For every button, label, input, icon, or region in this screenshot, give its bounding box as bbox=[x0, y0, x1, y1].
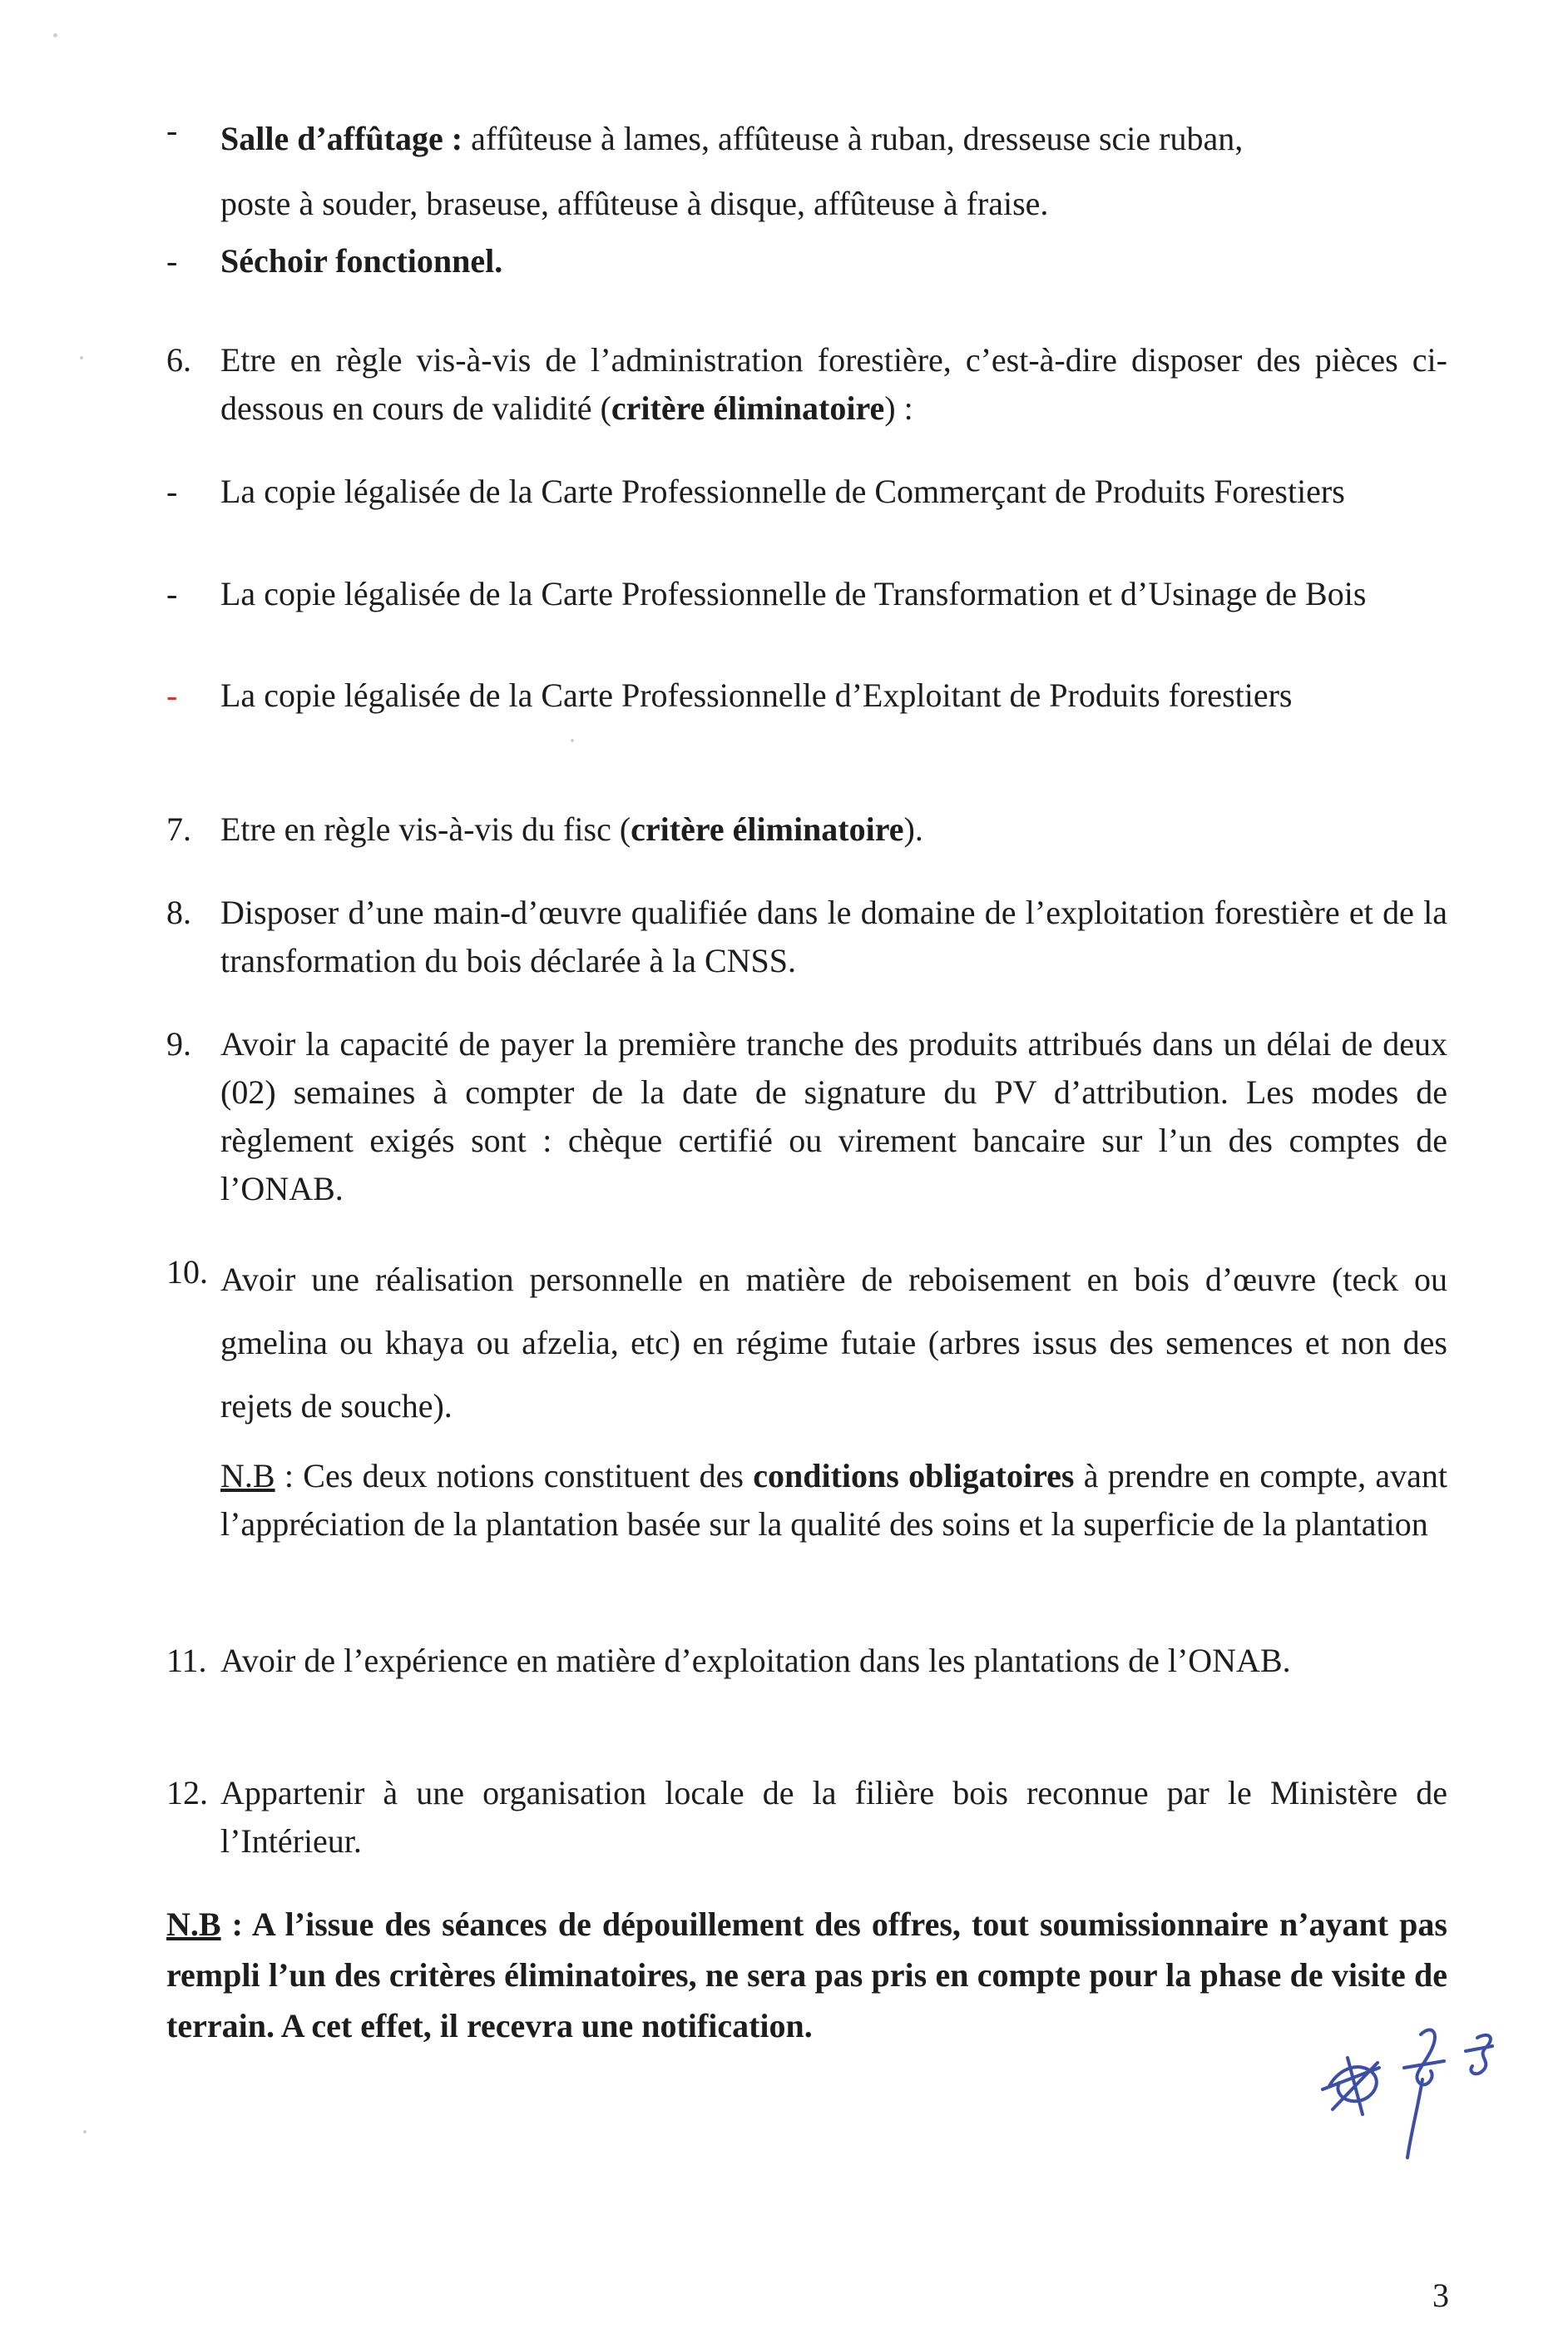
bullet-carte-transformation bbox=[166, 570, 1447, 618]
note-text-after: à prendre en compte, avant l’appréciation de la plantation basée sur la qualité des soins et la superficie de la plantation bbox=[220, 1457, 1447, 1543]
bullet-carte-commercant bbox=[166, 468, 1447, 516]
bullet-bold-lead: Séchoir fonctionnel. bbox=[220, 242, 503, 280]
scan-speck bbox=[571, 739, 574, 742]
item-text-before: Etre en règle vis-à-vis du fisc ( bbox=[220, 810, 631, 848]
item-text: Avoir la capacité de payer la première tranche des produits attribués dans un délai de deux (02) semaines à compter de la date de signature du PV d’attribution. Les modes de règlement exigés sont : chèque certifié ou virement bancaire sur l’un des comptes de l’ONAB. bbox=[220, 1025, 1447, 1207]
bullet-carte-exploitant bbox=[166, 671, 1447, 720]
final-note-label: N.B bbox=[166, 1905, 221, 1943]
bullet-marker-red: - bbox=[166, 676, 178, 714]
note-bold: conditions obligatoires bbox=[753, 1457, 1075, 1494]
list-item-12 bbox=[166, 1769, 1447, 1866]
item-text-bold: critère éliminatoire bbox=[631, 810, 904, 848]
bullet-text: La copie légalisée de la Carte Professionnelle de Commerçant de Produits Forestiers bbox=[220, 473, 1345, 510]
item-text-bold: critère éliminatoire bbox=[611, 389, 885, 427]
final-note bbox=[166, 1899, 1447, 2051]
scan-speck bbox=[80, 356, 83, 359]
bullet-marker: - bbox=[166, 473, 178, 510]
list-item-10 bbox=[166, 1248, 1447, 1438]
item-10-note bbox=[220, 1452, 1447, 1549]
item-text-after: ) : bbox=[884, 389, 913, 427]
list-item-11 bbox=[166, 1637, 1447, 1685]
item-text: Disposer d’une main-d’œuvre qualifiée dans le domaine de l’exploitation forestière et de la transformation du bois déclarée à la CNSS. bbox=[220, 894, 1447, 979]
list-item-8 bbox=[166, 889, 1447, 985]
item-text bbox=[220, 805, 1447, 854]
bullet-marker: - bbox=[166, 111, 178, 149]
item-number: 11. bbox=[166, 1642, 207, 1679]
item-text: Appartenir à une organisation locale de la filière bois reconnue par le Ministère de l’Intérieur. bbox=[220, 1774, 1447, 1860]
item-number: 8. bbox=[166, 894, 191, 931]
note-label: N.B bbox=[220, 1457, 275, 1494]
bullet-text: La copie légalisée de la Carte Professionnelle de Transformation et d’Usinage de Bois bbox=[220, 575, 1367, 612]
item-text-after: ). bbox=[903, 810, 923, 848]
scan-speck bbox=[83, 2130, 87, 2133]
final-note-text: : A l’issue des séances de dépouillement des offres, tout soumissionnaire n’ayant pas rempli l’un des critères éliminatoires, ne sera pas pris en compte pour la phase de visite de terrain. A cet effet, il recevra une notification. bbox=[166, 1905, 1447, 2044]
handwritten-initials-signature bbox=[1314, 2009, 1506, 2176]
bullet-salle-affutage bbox=[166, 107, 1447, 236]
item-text: Avoir une réalisation personnelle en matière de reboisement en bois d’œuvre (teck ou gmelina ou khaya ou afzelia, etc) en régime futaie (arbres issus des semences et non des rejets de souche). bbox=[220, 1261, 1447, 1425]
item-number: 9. bbox=[166, 1025, 191, 1063]
list-item-7 bbox=[166, 805, 1447, 854]
bullet-marker: - bbox=[166, 575, 178, 612]
page-number: 3 bbox=[1432, 2277, 1449, 2314]
bullet-marker: - bbox=[166, 242, 178, 280]
item-number: 12. bbox=[166, 1774, 208, 1811]
item-text-before: Etre en règle vis-à-vis de l’administration forestière, c’est-à-dire disposer des pièces ci-dessous en cours de validité ( bbox=[220, 341, 1447, 427]
item-number: 10. bbox=[166, 1253, 208, 1291]
bullet-text-line2: poste à souder, braseuse, affûteuse à disque, affûteuse à fraise. bbox=[220, 185, 1049, 222]
list-item-9 bbox=[166, 1020, 1447, 1213]
item-text bbox=[220, 336, 1447, 433]
bullet-text: La copie légalisée de la Carte Professionnelle d’Exploitant de Produits forestiers bbox=[220, 676, 1293, 714]
bullet-bold-lead: Salle d’affûtage : bbox=[220, 120, 463, 157]
note-text-before: : Ces deux notions constituent des bbox=[275, 1457, 754, 1494]
scan-speck bbox=[53, 33, 57, 37]
item-number: 6. bbox=[166, 341, 191, 379]
bullet-text-line1: affûteuse à lames, affûteuse à ruban, dresseuse scie ruban, bbox=[462, 120, 1244, 157]
item-text: Avoir de l’expérience en matière d’exploitation dans les plantations de l’ONAB. bbox=[220, 1642, 1291, 1679]
bullet-text bbox=[220, 107, 1447, 236]
item-number: 7. bbox=[166, 810, 191, 848]
bullet-sechoir bbox=[166, 237, 1447, 285]
list-item-6 bbox=[166, 336, 1447, 433]
